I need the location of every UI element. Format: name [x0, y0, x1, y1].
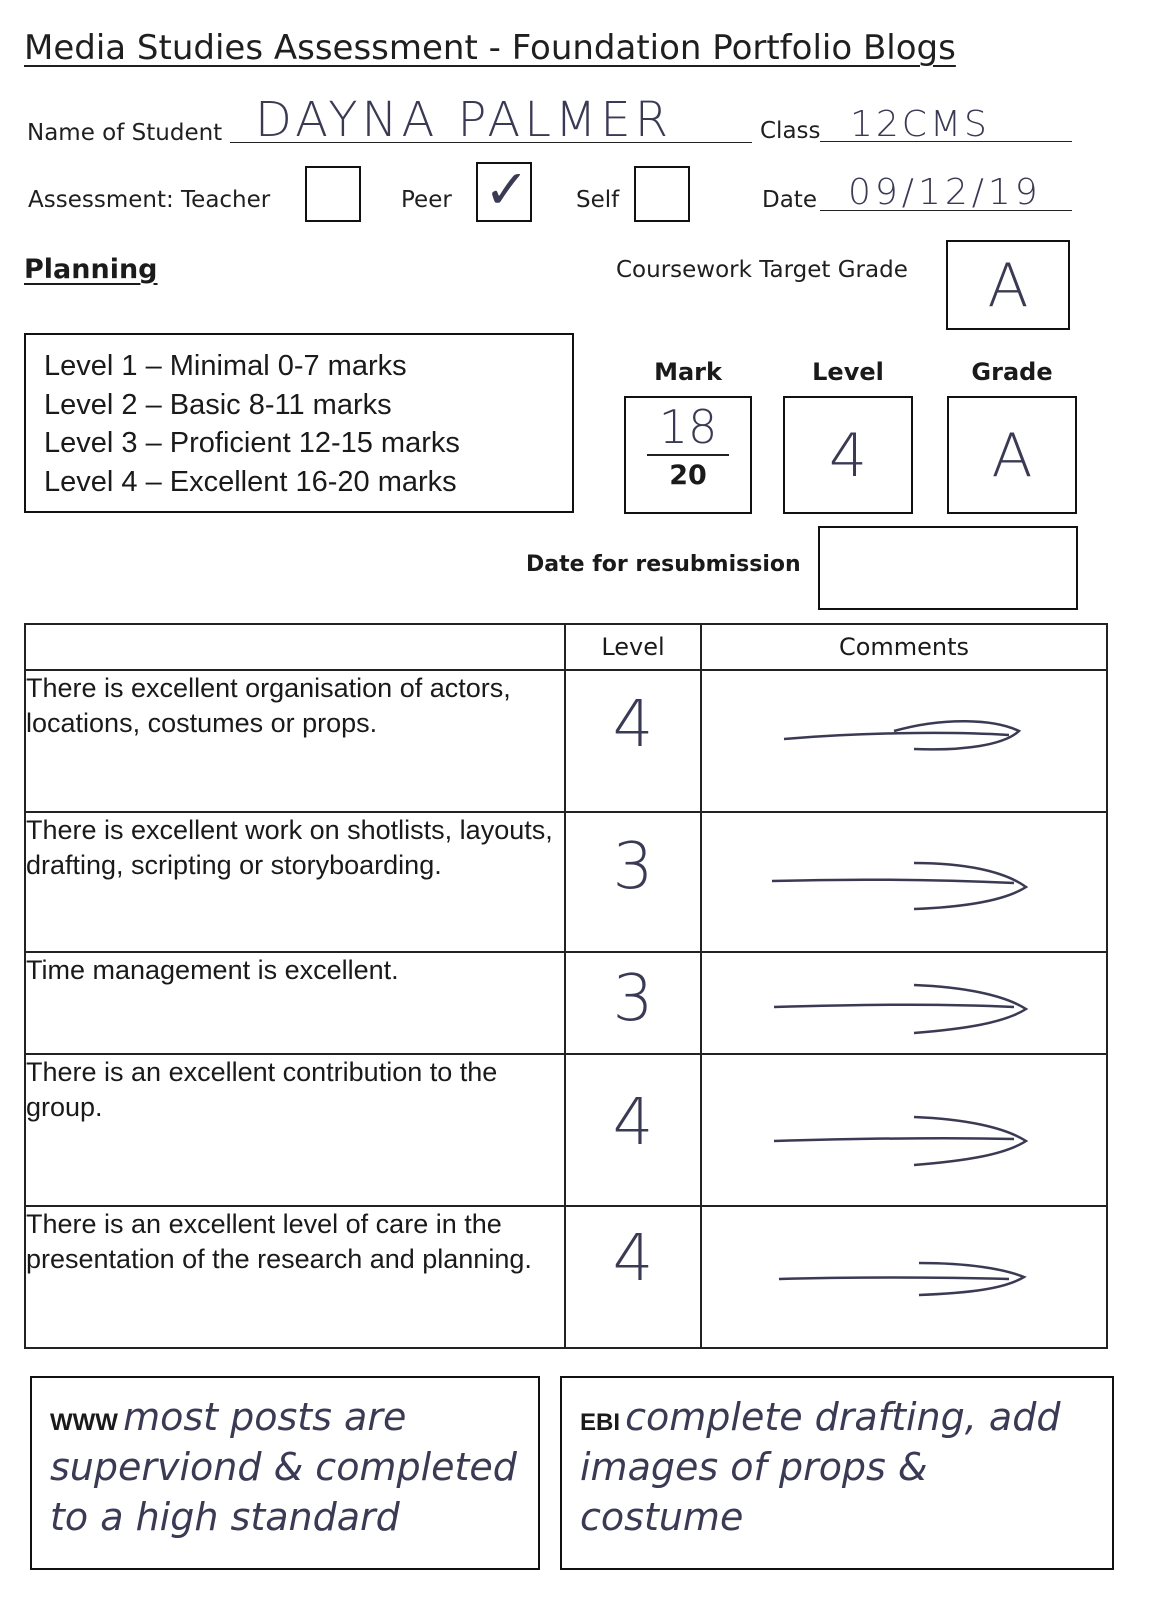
target-grade-box[interactable] [946, 240, 1070, 330]
criteria-header-comments: Comments [701, 624, 1107, 670]
level-value: 4 [828, 421, 868, 491]
criteria-level-cell[interactable] [565, 812, 701, 952]
class-value[interactable]: 12CMS [850, 104, 990, 145]
mark-value: 18 [658, 400, 718, 454]
level-legend [24, 333, 574, 513]
arrow-icon [774, 707, 1034, 767]
name-label: Name of Student [27, 120, 223, 146]
criteria-level: 3 [612, 830, 654, 904]
criteria-row [25, 1206, 1107, 1348]
criteria-table [24, 623, 1108, 1349]
criteria-level: 4 [612, 688, 654, 762]
peer-label: Peer [401, 187, 452, 213]
criteria-comment-cell[interactable] [701, 1206, 1107, 1348]
level-legend-item: Level 4 – Excellent 16-20 marks [44, 465, 457, 498]
ebi-label: EBI [580, 1409, 621, 1436]
criteria-level-cell[interactable] [565, 1206, 701, 1348]
ebi-box[interactable] [560, 1376, 1114, 1570]
criteria-comment-cell[interactable] [701, 670, 1107, 812]
www-label: WWW [50, 1409, 118, 1436]
peer-checkbox[interactable] [476, 158, 532, 222]
criteria-header-blank [25, 624, 565, 670]
self-checkbox[interactable] [634, 166, 690, 222]
www-box[interactable] [30, 1376, 540, 1570]
criteria-row [25, 812, 1107, 952]
criteria-row [25, 670, 1107, 812]
criteria-text: Time management is excellent. [25, 952, 565, 1054]
resubmission-box[interactable] [818, 526, 1078, 610]
level-legend-item: Level 2 – Basic 8-11 marks [44, 388, 392, 421]
criteria-text: There is excellent organisation of actors, locations, costumes or props. [25, 670, 565, 812]
level-legend-item: Level 1 – Minimal 0-7 marks [44, 350, 407, 382]
criteria-comment-cell[interactable] [701, 812, 1107, 952]
arrow-icon [764, 971, 1044, 1041]
criteria-comment-cell[interactable] [701, 1054, 1107, 1206]
ebi-text: complete drafting, add images of props & costume [580, 1395, 1061, 1539]
criteria-level-cell[interactable] [565, 952, 701, 1054]
arrow-icon [764, 849, 1044, 919]
arrow-icon [769, 1247, 1039, 1307]
criteria-level: 4 [612, 1086, 654, 1160]
grade-label: Grade [971, 358, 1053, 386]
teacher-checkbox[interactable] [305, 166, 361, 222]
date-value[interactable]: 09/12/19 [848, 172, 1042, 213]
mark-box[interactable] [624, 396, 752, 514]
self-label: Self [576, 187, 620, 213]
criteria-row [25, 952, 1107, 1054]
class-label: Class [760, 118, 821, 144]
criteria-text: There is an excellent level of care in the presentation of the research and planning. [25, 1206, 565, 1348]
criteria-level: 3 [612, 962, 654, 1036]
level-label: Level [812, 358, 884, 386]
check-mark-icon: ✓ [484, 158, 530, 221]
name-value[interactable]: DAYNA PALMER [255, 92, 673, 148]
resubmission-label: Date for resubmission [526, 552, 801, 577]
criteria-text: There is an excellent contribution to the group. [25, 1054, 565, 1206]
target-grade-value: A [987, 251, 1029, 321]
criteria-level-cell[interactable] [565, 670, 701, 812]
grade-value: A [991, 421, 1033, 491]
target-grade-label: Coursework Target Grade [616, 257, 908, 283]
criteria-header-level: Level [565, 624, 701, 670]
www-text: most posts are superviond & completed to a high standard [50, 1395, 517, 1539]
planning-heading: Planning [24, 254, 158, 285]
form-title: Media Studies Assessment - Foundation Portfolio Blogs [24, 28, 956, 68]
arrow-icon [764, 1103, 1044, 1173]
mark-label: Mark [654, 358, 722, 386]
level-box[interactable] [783, 396, 913, 514]
grade-box[interactable] [947, 396, 1077, 514]
level-legend-item: Level 3 – Proficient 12-15 marks [44, 427, 460, 459]
mark-total: 20 [669, 460, 707, 491]
date-label: Date [762, 187, 817, 213]
criteria-text: There is excellent work on shotlists, layouts, drafting, scripting or storyboarding. [25, 812, 565, 952]
assessment-label: Assessment: Teacher [28, 187, 271, 213]
criteria-comment-cell[interactable] [701, 952, 1107, 1054]
criteria-level: 4 [612, 1222, 654, 1296]
criteria-header-row [25, 624, 1107, 670]
criteria-row [25, 1054, 1107, 1206]
criteria-level-cell[interactable] [565, 1054, 701, 1206]
